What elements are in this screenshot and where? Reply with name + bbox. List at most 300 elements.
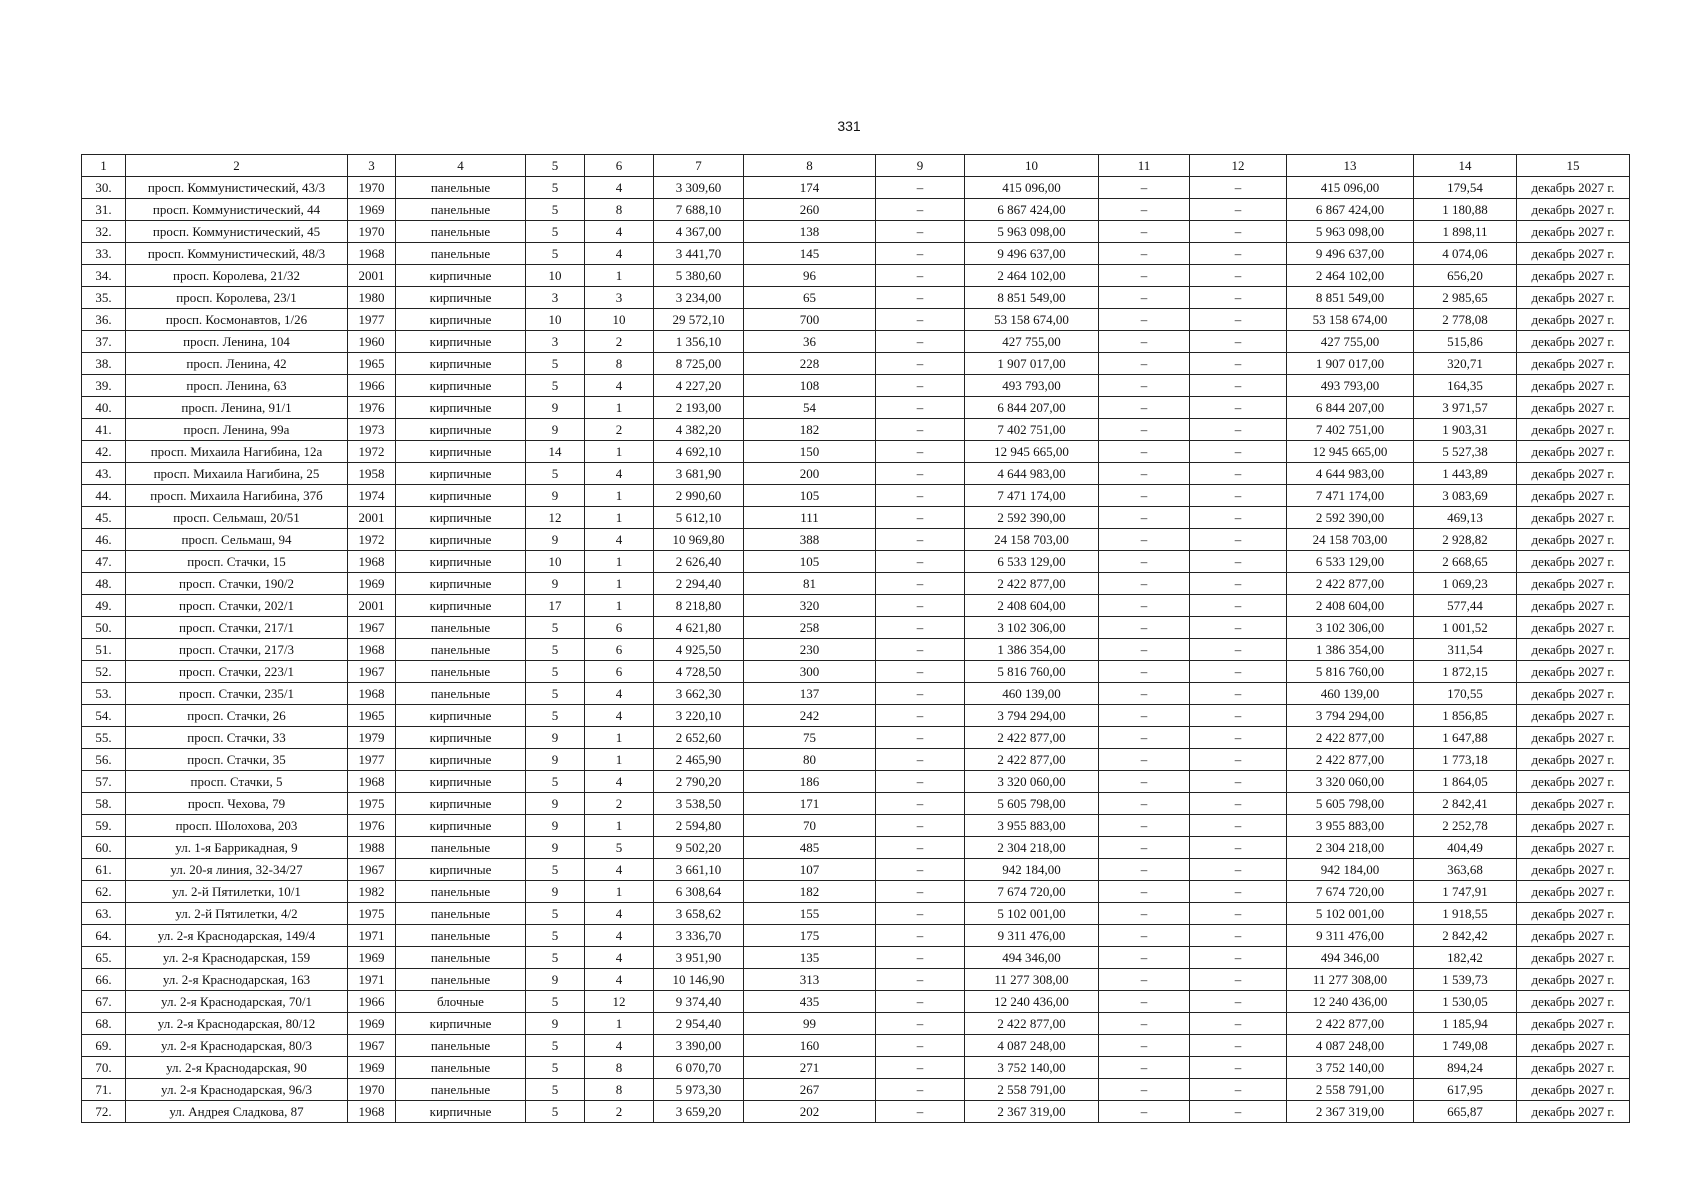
area-cell: 2 594,80 bbox=[654, 815, 744, 837]
cost-per-sqm-cell: 1 180,88 bbox=[1414, 199, 1517, 221]
floors-cell: 5 bbox=[526, 903, 585, 925]
year-cell: 1968 bbox=[348, 771, 396, 793]
col12-cell: – bbox=[1190, 683, 1287, 705]
deadline-cell: декабрь 2027 г. bbox=[1517, 463, 1630, 485]
row-number-cell: 35. bbox=[82, 287, 126, 309]
wall-material-cell: кирпичные bbox=[396, 727, 526, 749]
entrances-cell: 6 bbox=[585, 661, 654, 683]
table-row bbox=[82, 441, 1630, 463]
table-row bbox=[82, 551, 1630, 573]
address-cell: просп. Михаила Нагибина, 37б bbox=[126, 485, 348, 507]
area-cell: 2 626,40 bbox=[654, 551, 744, 573]
cost-col13-cell: 12 945 665,00 bbox=[1287, 441, 1414, 463]
cost-col13-cell: 2 422 877,00 bbox=[1287, 1013, 1414, 1035]
table-row bbox=[82, 529, 1630, 551]
residents-cell: 202 bbox=[744, 1101, 876, 1123]
cost-total-cell: 3 752 140,00 bbox=[965, 1057, 1099, 1079]
cost-per-sqm-cell: 2 668,65 bbox=[1414, 551, 1517, 573]
col11-cell: – bbox=[1099, 485, 1190, 507]
area-cell: 3 234,00 bbox=[654, 287, 744, 309]
cost-per-sqm-cell: 2 842,42 bbox=[1414, 925, 1517, 947]
address-cell: просп. Королева, 21/32 bbox=[126, 265, 348, 287]
year-cell: 1971 bbox=[348, 925, 396, 947]
row-number-cell: 59. bbox=[82, 815, 126, 837]
col12-cell: – bbox=[1190, 463, 1287, 485]
area-cell: 2 790,20 bbox=[654, 771, 744, 793]
area-cell: 2 990,60 bbox=[654, 485, 744, 507]
cost-col13-cell: 5 102 001,00 bbox=[1287, 903, 1414, 925]
entrances-cell: 5 bbox=[585, 837, 654, 859]
wall-material-cell: панельные bbox=[396, 903, 526, 925]
address-cell: просп. Стачки, 223/1 bbox=[126, 661, 348, 683]
wall-material-cell: кирпичные bbox=[396, 1101, 526, 1123]
cost-per-sqm-cell: 515,86 bbox=[1414, 331, 1517, 353]
cost-total-cell: 3 955 883,00 bbox=[965, 815, 1099, 837]
wall-material-cell: кирпичные bbox=[396, 749, 526, 771]
year-cell: 1969 bbox=[348, 1013, 396, 1035]
col11-cell: – bbox=[1099, 507, 1190, 529]
deadline-cell: декабрь 2027 г. bbox=[1517, 1101, 1630, 1123]
entrances-cell: 4 bbox=[585, 947, 654, 969]
floors-cell: 5 bbox=[526, 859, 585, 881]
entrances-cell: 4 bbox=[585, 1035, 654, 1057]
col12-cell: – bbox=[1190, 287, 1287, 309]
col12-cell: – bbox=[1190, 441, 1287, 463]
col12-cell: – bbox=[1190, 177, 1287, 199]
cost-per-sqm-cell: 1 185,94 bbox=[1414, 1013, 1517, 1035]
year-cell: 1970 bbox=[348, 177, 396, 199]
col12-cell: – bbox=[1190, 661, 1287, 683]
deadline-cell: декабрь 2027 г. bbox=[1517, 199, 1630, 221]
residents-cell: 105 bbox=[744, 551, 876, 573]
col9-cell: – bbox=[876, 771, 965, 793]
floors-cell: 14 bbox=[526, 441, 585, 463]
year-cell: 2001 bbox=[348, 265, 396, 287]
floors-cell: 9 bbox=[526, 397, 585, 419]
row-number-cell: 67. bbox=[82, 991, 126, 1013]
area-cell: 8 725,00 bbox=[654, 353, 744, 375]
year-cell: 1976 bbox=[348, 397, 396, 419]
year-cell: 1968 bbox=[348, 551, 396, 573]
deadline-cell: декабрь 2027 г. bbox=[1517, 859, 1630, 881]
cost-col13-cell: 1 386 354,00 bbox=[1287, 639, 1414, 661]
year-cell: 2001 bbox=[348, 595, 396, 617]
col11-cell: – bbox=[1099, 1079, 1190, 1101]
wall-material-cell: блочные bbox=[396, 991, 526, 1013]
cost-total-cell: 2 422 877,00 bbox=[965, 1013, 1099, 1035]
year-cell: 1968 bbox=[348, 639, 396, 661]
address-cell: ул. Андрея Сладкова, 87 bbox=[126, 1101, 348, 1123]
row-number-cell: 61. bbox=[82, 859, 126, 881]
cost-per-sqm-cell: 404,49 bbox=[1414, 837, 1517, 859]
col11-cell: – bbox=[1099, 309, 1190, 331]
floors-cell: 5 bbox=[526, 199, 585, 221]
entrances-cell: 4 bbox=[585, 969, 654, 991]
table-row bbox=[82, 881, 1630, 903]
residents-cell: 107 bbox=[744, 859, 876, 881]
cost-total-cell: 6 867 424,00 bbox=[965, 199, 1099, 221]
column-header: 2 bbox=[126, 155, 348, 177]
year-cell: 1970 bbox=[348, 1079, 396, 1101]
area-cell: 9 502,20 bbox=[654, 837, 744, 859]
col12-cell: – bbox=[1190, 397, 1287, 419]
residents-cell: 54 bbox=[744, 397, 876, 419]
row-number-cell: 63. bbox=[82, 903, 126, 925]
cost-col13-cell: 5 605 798,00 bbox=[1287, 793, 1414, 815]
cost-total-cell: 493 793,00 bbox=[965, 375, 1099, 397]
wall-material-cell: кирпичные bbox=[396, 309, 526, 331]
area-cell: 3 441,70 bbox=[654, 243, 744, 265]
cost-col13-cell: 3 320 060,00 bbox=[1287, 771, 1414, 793]
cost-col13-cell: 427 755,00 bbox=[1287, 331, 1414, 353]
col9-cell: – bbox=[876, 331, 965, 353]
address-cell: просп. Стачки, 33 bbox=[126, 727, 348, 749]
year-cell: 1960 bbox=[348, 331, 396, 353]
col11-cell: – bbox=[1099, 265, 1190, 287]
residents-cell: 105 bbox=[744, 485, 876, 507]
floors-cell: 9 bbox=[526, 573, 585, 595]
deadline-cell: декабрь 2027 г. bbox=[1517, 331, 1630, 353]
cost-total-cell: 2 592 390,00 bbox=[965, 507, 1099, 529]
cost-per-sqm-cell: 1 443,89 bbox=[1414, 463, 1517, 485]
col9-cell: – bbox=[876, 507, 965, 529]
col12-cell: – bbox=[1190, 815, 1287, 837]
address-cell: просп. Коммунистический, 44 bbox=[126, 199, 348, 221]
registry-table bbox=[81, 154, 1630, 1123]
table-row bbox=[82, 903, 1630, 925]
cost-total-cell: 5 963 098,00 bbox=[965, 221, 1099, 243]
col11-cell: – bbox=[1099, 705, 1190, 727]
residents-cell: 485 bbox=[744, 837, 876, 859]
col12-cell: – bbox=[1190, 529, 1287, 551]
address-cell: просп. Михаила Нагибина, 12а bbox=[126, 441, 348, 463]
col11-cell: – bbox=[1099, 287, 1190, 309]
row-number-cell: 46. bbox=[82, 529, 126, 551]
address-cell: просп. Ленина, 104 bbox=[126, 331, 348, 353]
year-cell: 1968 bbox=[348, 243, 396, 265]
wall-material-cell: панельные bbox=[396, 837, 526, 859]
cost-total-cell: 494 346,00 bbox=[965, 947, 1099, 969]
col12-cell: – bbox=[1190, 969, 1287, 991]
col11-cell: – bbox=[1099, 925, 1190, 947]
wall-material-cell: кирпичные bbox=[396, 375, 526, 397]
year-cell: 1980 bbox=[348, 287, 396, 309]
wall-material-cell: кирпичные bbox=[396, 573, 526, 595]
residents-cell: 200 bbox=[744, 463, 876, 485]
area-cell: 29 572,10 bbox=[654, 309, 744, 331]
cost-col13-cell: 3 102 306,00 bbox=[1287, 617, 1414, 639]
table-row bbox=[82, 463, 1630, 485]
year-cell: 1967 bbox=[348, 661, 396, 683]
floors-cell: 10 bbox=[526, 265, 585, 287]
floors-cell: 5 bbox=[526, 1079, 585, 1101]
wall-material-cell: панельные bbox=[396, 1079, 526, 1101]
entrances-cell: 6 bbox=[585, 639, 654, 661]
cost-col13-cell: 2 422 877,00 bbox=[1287, 749, 1414, 771]
cost-total-cell: 12 240 436,00 bbox=[965, 991, 1099, 1013]
year-cell: 1973 bbox=[348, 419, 396, 441]
wall-material-cell: кирпичные bbox=[396, 793, 526, 815]
col9-cell: – bbox=[876, 1057, 965, 1079]
year-cell: 1967 bbox=[348, 617, 396, 639]
col11-cell: – bbox=[1099, 221, 1190, 243]
cost-col13-cell: 6 533 129,00 bbox=[1287, 551, 1414, 573]
area-cell: 4 367,00 bbox=[654, 221, 744, 243]
row-number-cell: 34. bbox=[82, 265, 126, 287]
cost-per-sqm-cell: 1 898,11 bbox=[1414, 221, 1517, 243]
col12-cell: – bbox=[1190, 353, 1287, 375]
floors-cell: 9 bbox=[526, 837, 585, 859]
floors-cell: 5 bbox=[526, 925, 585, 947]
col12-cell: – bbox=[1190, 551, 1287, 573]
row-number-cell: 51. bbox=[82, 639, 126, 661]
wall-material-cell: кирпичные bbox=[396, 419, 526, 441]
deadline-cell: декабрь 2027 г. bbox=[1517, 661, 1630, 683]
col9-cell: – bbox=[876, 903, 965, 925]
cost-per-sqm-cell: 2 985,65 bbox=[1414, 287, 1517, 309]
deadline-cell: декабрь 2027 г. bbox=[1517, 573, 1630, 595]
residents-cell: 138 bbox=[744, 221, 876, 243]
col11-cell: – bbox=[1099, 771, 1190, 793]
row-number-cell: 36. bbox=[82, 309, 126, 331]
col9-cell: – bbox=[876, 551, 965, 573]
col9-cell: – bbox=[876, 265, 965, 287]
table-row bbox=[82, 221, 1630, 243]
row-number-cell: 65. bbox=[82, 947, 126, 969]
wall-material-cell: кирпичные bbox=[396, 551, 526, 573]
cost-per-sqm-cell: 3 971,57 bbox=[1414, 397, 1517, 419]
wall-material-cell: кирпичные bbox=[396, 771, 526, 793]
deadline-cell: декабрь 2027 г. bbox=[1517, 815, 1630, 837]
cost-col13-cell: 4 087 248,00 bbox=[1287, 1035, 1414, 1057]
deadline-cell: декабрь 2027 г. bbox=[1517, 771, 1630, 793]
col12-cell: – bbox=[1190, 419, 1287, 441]
entrances-cell: 4 bbox=[585, 177, 654, 199]
table-row bbox=[82, 771, 1630, 793]
residents-cell: 96 bbox=[744, 265, 876, 287]
col12-cell: – bbox=[1190, 727, 1287, 749]
wall-material-cell: панельные bbox=[396, 969, 526, 991]
wall-material-cell: кирпичные bbox=[396, 1013, 526, 1035]
row-number-cell: 32. bbox=[82, 221, 126, 243]
table-row bbox=[82, 947, 1630, 969]
table-row bbox=[82, 793, 1630, 815]
cost-total-cell: 12 945 665,00 bbox=[965, 441, 1099, 463]
entrances-cell: 1 bbox=[585, 749, 654, 771]
col12-cell: – bbox=[1190, 375, 1287, 397]
year-cell: 1968 bbox=[348, 683, 396, 705]
column-header: 13 bbox=[1287, 155, 1414, 177]
cost-total-cell: 1 907 017,00 bbox=[965, 353, 1099, 375]
address-cell: просп. Ленина, 63 bbox=[126, 375, 348, 397]
cost-per-sqm-cell: 469,13 bbox=[1414, 507, 1517, 529]
address-cell: ул. 20-я линия, 32-34/27 bbox=[126, 859, 348, 881]
entrances-cell: 12 bbox=[585, 991, 654, 1013]
floors-cell: 5 bbox=[526, 375, 585, 397]
col11-cell: – bbox=[1099, 419, 1190, 441]
entrances-cell: 1 bbox=[585, 265, 654, 287]
row-number-cell: 69. bbox=[82, 1035, 126, 1057]
cost-total-cell: 3 102 306,00 bbox=[965, 617, 1099, 639]
cost-col13-cell: 1 907 017,00 bbox=[1287, 353, 1414, 375]
residents-cell: 36 bbox=[744, 331, 876, 353]
deadline-cell: декабрь 2027 г. bbox=[1517, 683, 1630, 705]
cost-col13-cell: 53 158 674,00 bbox=[1287, 309, 1414, 331]
col11-cell: – bbox=[1099, 947, 1190, 969]
column-header: 14 bbox=[1414, 155, 1517, 177]
col9-cell: – bbox=[876, 485, 965, 507]
cost-total-cell: 415 096,00 bbox=[965, 177, 1099, 199]
deadline-cell: декабрь 2027 г. bbox=[1517, 947, 1630, 969]
row-number-cell: 60. bbox=[82, 837, 126, 859]
col11-cell: – bbox=[1099, 1035, 1190, 1057]
col9-cell: – bbox=[876, 991, 965, 1013]
cost-col13-cell: 12 240 436,00 bbox=[1287, 991, 1414, 1013]
col9-cell: – bbox=[876, 463, 965, 485]
cost-total-cell: 4 644 983,00 bbox=[965, 463, 1099, 485]
deadline-cell: декабрь 2027 г. bbox=[1517, 1079, 1630, 1101]
col11-cell: – bbox=[1099, 1101, 1190, 1123]
column-header: 8 bbox=[744, 155, 876, 177]
table-row bbox=[82, 727, 1630, 749]
cost-col13-cell: 5 816 760,00 bbox=[1287, 661, 1414, 683]
table-row bbox=[82, 1101, 1630, 1123]
col12-cell: – bbox=[1190, 639, 1287, 661]
deadline-cell: декабрь 2027 г. bbox=[1517, 793, 1630, 815]
cost-total-cell: 5 816 760,00 bbox=[965, 661, 1099, 683]
col9-cell: – bbox=[876, 969, 965, 991]
col9-cell: – bbox=[876, 573, 965, 595]
year-cell: 1972 bbox=[348, 529, 396, 551]
col12-cell: – bbox=[1190, 199, 1287, 221]
col9-cell: – bbox=[876, 177, 965, 199]
cost-col13-cell: 2 558 791,00 bbox=[1287, 1079, 1414, 1101]
residents-cell: 80 bbox=[744, 749, 876, 771]
deadline-cell: декабрь 2027 г. bbox=[1517, 1057, 1630, 1079]
wall-material-cell: кирпичные bbox=[396, 287, 526, 309]
year-cell: 1974 bbox=[348, 485, 396, 507]
address-cell: ул. 2-я Краснодарская, 163 bbox=[126, 969, 348, 991]
cost-col13-cell: 493 793,00 bbox=[1287, 375, 1414, 397]
cost-total-cell: 3 320 060,00 bbox=[965, 771, 1099, 793]
residents-cell: 242 bbox=[744, 705, 876, 727]
address-cell: просп. Ленина, 42 bbox=[126, 353, 348, 375]
residents-cell: 186 bbox=[744, 771, 876, 793]
wall-material-cell: кирпичные bbox=[396, 265, 526, 287]
floors-cell: 5 bbox=[526, 221, 585, 243]
wall-material-cell: панельные bbox=[396, 881, 526, 903]
year-cell: 1969 bbox=[348, 1057, 396, 1079]
entrances-cell: 4 bbox=[585, 903, 654, 925]
floors-cell: 5 bbox=[526, 463, 585, 485]
page-number: 331 bbox=[837, 118, 861, 134]
floors-cell: 10 bbox=[526, 309, 585, 331]
deadline-cell: декабрь 2027 г. bbox=[1517, 727, 1630, 749]
row-number-cell: 48. bbox=[82, 573, 126, 595]
col11-cell: – bbox=[1099, 1057, 1190, 1079]
deadline-cell: декабрь 2027 г. bbox=[1517, 881, 1630, 903]
cost-total-cell: 460 139,00 bbox=[965, 683, 1099, 705]
entrances-cell: 4 bbox=[585, 771, 654, 793]
year-cell: 1958 bbox=[348, 463, 396, 485]
col12-cell: – bbox=[1190, 573, 1287, 595]
col12-cell: – bbox=[1190, 749, 1287, 771]
col12-cell: – bbox=[1190, 221, 1287, 243]
table-body bbox=[82, 177, 1630, 1123]
floors-cell: 9 bbox=[526, 793, 585, 815]
table-row bbox=[82, 375, 1630, 397]
floors-cell: 9 bbox=[526, 419, 585, 441]
table-header bbox=[82, 155, 1630, 177]
deadline-cell: декабрь 2027 г. bbox=[1517, 925, 1630, 947]
wall-material-cell: панельные bbox=[396, 1035, 526, 1057]
deadline-cell: декабрь 2027 г. bbox=[1517, 309, 1630, 331]
col12-cell: – bbox=[1190, 1013, 1287, 1035]
row-number-cell: 42. bbox=[82, 441, 126, 463]
col9-cell: – bbox=[876, 397, 965, 419]
deadline-cell: декабрь 2027 г. bbox=[1517, 639, 1630, 661]
cost-per-sqm-cell: 170,55 bbox=[1414, 683, 1517, 705]
address-cell: просп. Стачки, 26 bbox=[126, 705, 348, 727]
entrances-cell: 4 bbox=[585, 243, 654, 265]
deadline-cell: декабрь 2027 г. bbox=[1517, 221, 1630, 243]
address-cell: просп. Стачки, 217/3 bbox=[126, 639, 348, 661]
address-cell: просп. Стачки, 217/1 bbox=[126, 617, 348, 639]
deadline-cell: декабрь 2027 г. bbox=[1517, 485, 1630, 507]
col9-cell: – bbox=[876, 1079, 965, 1101]
column-header: 12 bbox=[1190, 155, 1287, 177]
entrances-cell: 2 bbox=[585, 1101, 654, 1123]
address-cell: ул. 2-я Краснодарская, 80/3 bbox=[126, 1035, 348, 1057]
residents-cell: 388 bbox=[744, 529, 876, 551]
cost-per-sqm-cell: 1 069,23 bbox=[1414, 573, 1517, 595]
cost-total-cell: 53 158 674,00 bbox=[965, 309, 1099, 331]
residents-cell: 182 bbox=[744, 419, 876, 441]
cost-col13-cell: 494 346,00 bbox=[1287, 947, 1414, 969]
entrances-cell: 4 bbox=[585, 221, 654, 243]
area-cell: 3 681,90 bbox=[654, 463, 744, 485]
col11-cell: – bbox=[1099, 595, 1190, 617]
area-cell: 5 612,10 bbox=[654, 507, 744, 529]
cost-per-sqm-cell: 894,24 bbox=[1414, 1057, 1517, 1079]
row-number-cell: 68. bbox=[82, 1013, 126, 1035]
residents-cell: 320 bbox=[744, 595, 876, 617]
deadline-cell: декабрь 2027 г. bbox=[1517, 353, 1630, 375]
entrances-cell: 1 bbox=[585, 485, 654, 507]
col11-cell: – bbox=[1099, 463, 1190, 485]
year-cell: 1977 bbox=[348, 309, 396, 331]
floors-cell: 5 bbox=[526, 991, 585, 1013]
area-cell: 3 951,90 bbox=[654, 947, 744, 969]
col9-cell: – bbox=[876, 1035, 965, 1057]
deadline-cell: декабрь 2027 г. bbox=[1517, 265, 1630, 287]
entrances-cell: 1 bbox=[585, 1013, 654, 1035]
floors-cell: 17 bbox=[526, 595, 585, 617]
floors-cell: 5 bbox=[526, 683, 585, 705]
table-row bbox=[82, 573, 1630, 595]
cost-total-cell: 2 304 218,00 bbox=[965, 837, 1099, 859]
row-number-cell: 43. bbox=[82, 463, 126, 485]
area-cell: 3 662,30 bbox=[654, 683, 744, 705]
year-cell: 1967 bbox=[348, 859, 396, 881]
entrances-cell: 4 bbox=[585, 705, 654, 727]
column-header: 1 bbox=[82, 155, 126, 177]
col11-cell: – bbox=[1099, 573, 1190, 595]
deadline-cell: декабрь 2027 г. bbox=[1517, 177, 1630, 199]
residents-cell: 150 bbox=[744, 441, 876, 463]
area-cell: 4 728,50 bbox=[654, 661, 744, 683]
col11-cell: – bbox=[1099, 177, 1190, 199]
